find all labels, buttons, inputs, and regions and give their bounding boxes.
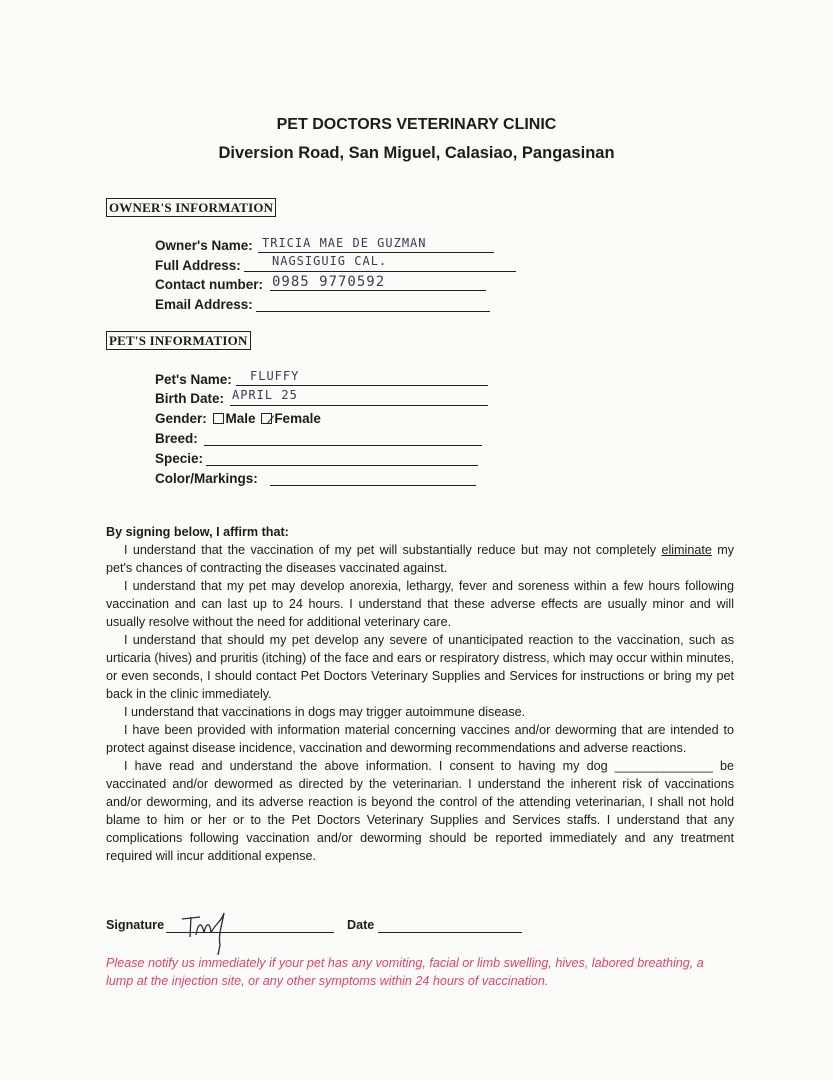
contact-number-field[interactable] (270, 290, 486, 291)
email-label: Email Address: (155, 297, 253, 312)
full-address-label: Full Address: (155, 258, 241, 273)
vaccination-notice: Please notify us immediately if your pet has any vomiting, facial or limb swelling, hives, labored breathing, a lump at the injection site, or any other symptoms within 24 hours of vaccination. (106, 956, 704, 988)
consent-paragraph (106, 757, 734, 865)
consent-heading: By signing below, I affirm that: (106, 525, 289, 539)
clinic-address: Diversion Road, San Miguel, Calasiao, Pangasinan (218, 144, 615, 162)
birth-date-label: Birth Date: (155, 391, 225, 406)
gender-label: Gender: (155, 411, 207, 426)
consent-p1-a: I understand that the vaccination of my pet will substantially reduce but may not completely (124, 543, 662, 557)
signature-label: Signature (106, 918, 165, 932)
pet-name-field[interactable] (236, 385, 488, 386)
consent-paragraph: I understand that should my pet develop any severe of unanticipated reaction to the vaccination, such as urticaria (hives) and pruritis (itching) of the face and ears or respiratory distress, which may occur within minutes, or even seconds, I should contact Pet Doctors Veterinary Supplies and Services for instructions or bring my pet back in the clinic immediately. (106, 633, 734, 701)
consent-paragraph: I have been provided with information material concerning vaccines and/or deworming that are intended to protect against disease incidence, vaccination and deworming recommendations and adverse reactions. (106, 723, 734, 755)
gender-male-checkbox[interactable] (213, 413, 224, 424)
breed-field[interactable] (204, 445, 482, 446)
gender-male-label: Male (225, 411, 256, 426)
owner-name-value: TRICIA MAE DE GUZMAN (262, 236, 427, 250)
consent-paragraph (106, 541, 734, 577)
consent-paragraph: I understand that my pet may develop anorexia, lethargy, fever and soreness within a few hours following vaccination and can last up to 24 hours. I understand that these adverse effects are usually minor and will usually resolve without the need for additional veterinary care. (106, 579, 734, 629)
owner-section-title: OWNER'S INFORMATION (106, 198, 276, 217)
consent-p6-a: I have read and understand the above information. I consent to having my dog (124, 759, 615, 773)
birth-date-value: APRIL 25 (232, 388, 298, 402)
consent-p6-b: be vaccinated and/or dewormed as directed by the veterinarian. I understand the inherent risk of vaccinations and/or deworming, and its adverse reaction is beyond the control of the attending veterinarian, I shall not hold blame to him or her or to the Pet Doctors Veterinary Supplies and Services staffs. I understand that any complications following vaccination and/or deworming should be reported immediately and any treatment required will incur additional expense. (106, 759, 735, 863)
full-address-value: NAGSIGUIG CAL. (272, 254, 388, 268)
consent-p1-underlined: eliminate (661, 543, 712, 557)
email-field[interactable] (256, 311, 490, 312)
owner-name-label: Owner's Name: (155, 238, 253, 253)
specie-label: Specie: (155, 451, 204, 466)
gender-female-checkbox[interactable] (261, 413, 272, 424)
owner-name-field[interactable] (258, 252, 494, 253)
pet-name-label: Pet's Name: (155, 372, 232, 387)
consent-p1-b: my pet's chances of contracting the diseases vaccinated against. (106, 543, 734, 575)
contact-number-label: Contact number: (155, 277, 263, 292)
date-field[interactable] (378, 932, 522, 933)
full-address-field[interactable] (244, 271, 516, 272)
consent-paragraph: I understand that vaccinations in dogs may trigger autoimmune disease. (124, 705, 526, 719)
specie-field[interactable] (206, 465, 478, 466)
color-markings-field[interactable] (270, 485, 476, 486)
pet-section-title: PET'S INFORMATION (106, 331, 251, 350)
consent-text (106, 523, 734, 865)
gender-row (155, 411, 321, 426)
gender-female-label: Female (274, 411, 321, 426)
color-markings-label: Color/Markings: (155, 471, 258, 486)
clinic-name: PET DOCTORS VETERINARY CLINIC (276, 116, 557, 133)
breed-label: Breed: (155, 431, 198, 446)
handwritten-signature (178, 905, 238, 955)
birth-date-field[interactable] (230, 405, 488, 406)
date-label: Date (347, 918, 375, 932)
contact-number-value: 0985 9770592 (272, 274, 386, 290)
dog-name-blank[interactable]: ______________ (614, 759, 713, 773)
pet-name-value: FLUFFY (250, 369, 300, 383)
